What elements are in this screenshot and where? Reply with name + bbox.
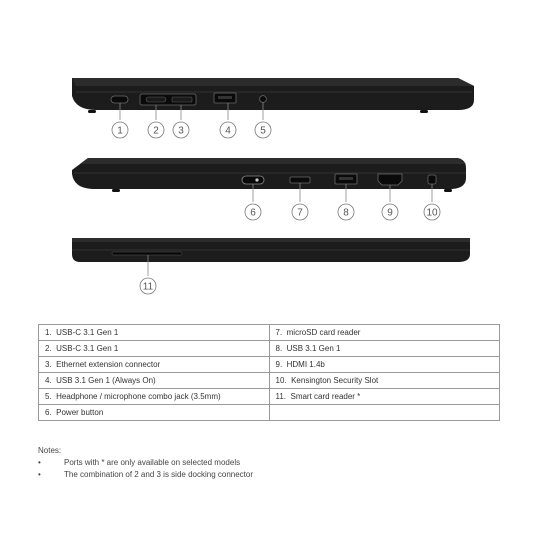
- note-item: [38, 457, 253, 469]
- svg-text:10: 10: [426, 207, 438, 219]
- port-number: 4.: [45, 376, 52, 385]
- callout-4: [220, 122, 236, 138]
- port-cell: [269, 373, 500, 389]
- port-cell: [269, 341, 500, 357]
- port-cell: [39, 405, 270, 421]
- port-label: microSD card reader: [286, 328, 361, 337]
- port-number: 5.: [45, 392, 52, 401]
- port-number: 11.: [275, 392, 287, 401]
- right-side-view: [72, 158, 466, 202]
- svg-text:2: 2: [153, 125, 159, 137]
- svg-text:11: 11: [142, 281, 154, 293]
- ports-legend-table: [38, 324, 500, 421]
- callout-11: [140, 278, 156, 294]
- table-row: [39, 389, 500, 405]
- bullet: •: [38, 470, 41, 479]
- microsd-slot: [290, 177, 310, 183]
- port-label: Headphone / microphone combo jack (3.5mm): [56, 392, 221, 401]
- port-label: Kensington Security Slot: [291, 376, 379, 385]
- port-cell: [269, 357, 500, 373]
- table-row: [39, 357, 500, 373]
- table-row: [39, 373, 500, 389]
- port-label: HDMI 1.4b: [286, 360, 325, 369]
- callout-3: [173, 122, 189, 138]
- port-cell: [39, 325, 270, 341]
- bullet: •: [38, 458, 41, 467]
- front-view: [72, 238, 470, 276]
- svg-text:5: 5: [260, 125, 266, 137]
- port-number: 7.: [275, 328, 283, 337]
- notes-section: [38, 445, 253, 481]
- left-side-view: [72, 78, 474, 120]
- port-number: 6.: [45, 408, 52, 417]
- callout-9: [382, 204, 398, 220]
- port-cell: [39, 341, 270, 357]
- table-row: [39, 341, 500, 357]
- port-number: 9.: [275, 360, 283, 369]
- callout-10: [424, 204, 440, 220]
- table-row: [39, 405, 500, 421]
- usb-c-port-1: [111, 96, 128, 103]
- callout-7: [292, 204, 308, 220]
- port-label: USB 3.1 Gen 1: [286, 344, 341, 353]
- port-cell: [39, 389, 270, 405]
- table-row: [39, 325, 500, 341]
- note-item: [38, 469, 253, 481]
- callout-5: [255, 122, 271, 138]
- note-text: The combination of 2 and 3 is side docking connector: [64, 470, 254, 479]
- usb-c-port-2: [146, 97, 166, 102]
- port-cell: [39, 357, 270, 373]
- notes-heading: Notes:: [38, 446, 62, 455]
- callout-6: [245, 204, 261, 220]
- port-number: 2.: [45, 344, 52, 353]
- svg-text:3: 3: [178, 125, 184, 137]
- port-label: USB-C 3.1 Gen 1: [56, 328, 119, 337]
- hdmi-port: [378, 174, 402, 185]
- port-cell: [39, 373, 270, 389]
- port-number: 3.: [45, 360, 52, 369]
- callout-8: [338, 204, 354, 220]
- note-text: Ports with * are only available on selected models: [64, 458, 241, 467]
- port-label: USB 3.1 Gen 1 (Always On): [56, 376, 156, 385]
- port-number: 10.: [275, 376, 287, 385]
- port-label: USB-C 3.1 Gen 1: [56, 344, 119, 353]
- port-label: Power button: [56, 408, 104, 417]
- port-cell: [269, 389, 500, 405]
- svg-text:8: 8: [343, 207, 349, 219]
- port-label: Ethernet extension connector: [56, 360, 161, 369]
- svg-text:1: 1: [117, 125, 123, 137]
- svg-text:6: 6: [250, 207, 256, 219]
- svg-text:7: 7: [297, 207, 303, 219]
- notes-list: [38, 457, 253, 481]
- kensington-slot: [428, 175, 436, 184]
- empty-cell: [269, 405, 500, 421]
- callout-2: [148, 122, 164, 138]
- svg-text:4: 4: [225, 125, 231, 137]
- ethernet-extension-port: [172, 97, 192, 102]
- power-button: [242, 176, 264, 184]
- audio-jack: [260, 96, 267, 103]
- callout-1: [112, 122, 128, 138]
- port-number: 8.: [275, 344, 283, 353]
- port-cell: [269, 325, 500, 341]
- port-number: 1.: [45, 328, 52, 337]
- port-label: Smart card reader *: [290, 392, 361, 401]
- smart-card-slot: [112, 252, 182, 255]
- svg-text:9: 9: [387, 207, 393, 219]
